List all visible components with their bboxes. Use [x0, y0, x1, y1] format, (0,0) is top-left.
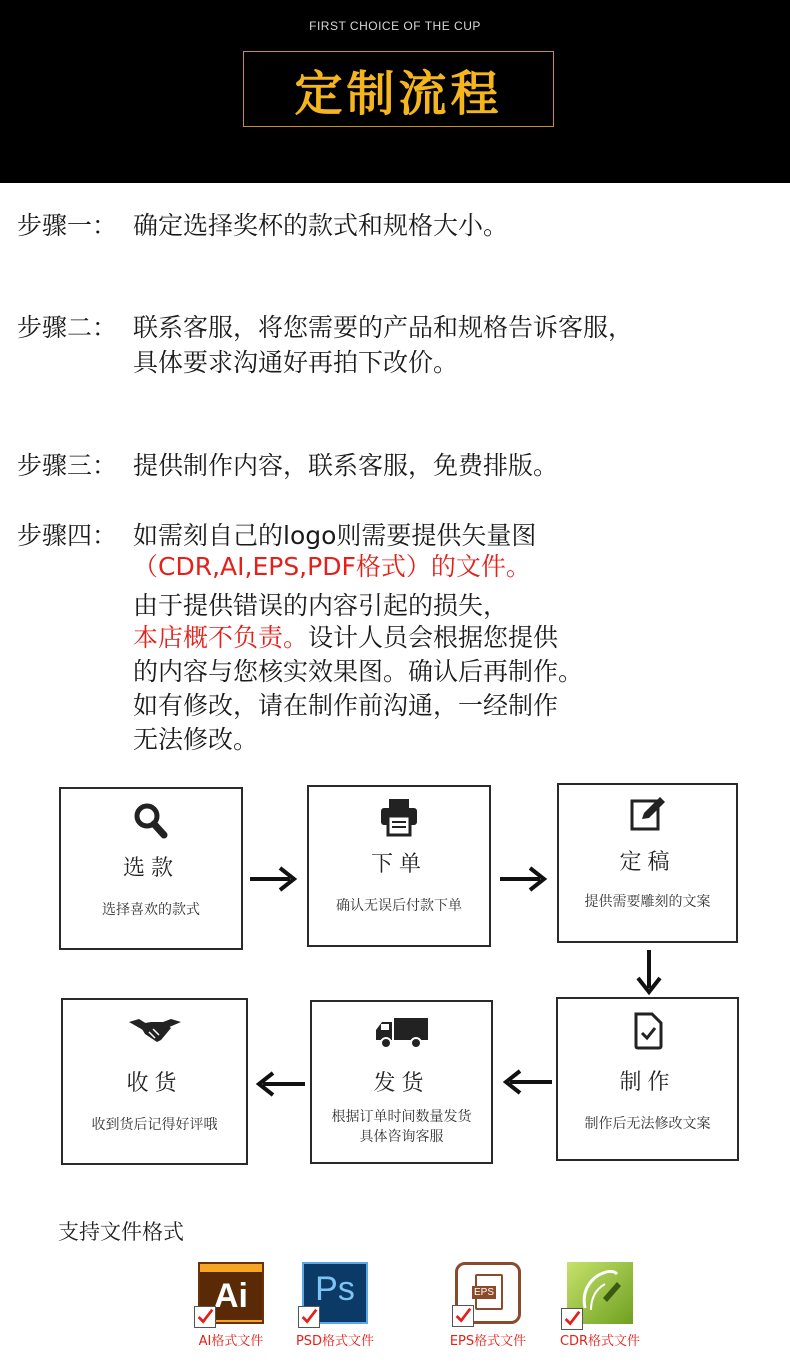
- flow-title: 收货: [126, 1071, 183, 1096]
- arrow-left-icon: [500, 1067, 554, 1097]
- document-check-icon: [630, 1011, 666, 1051]
- checkbox-checked-icon: [561, 1308, 583, 1330]
- step-text: 设计人员会根据您提供: [308, 623, 559, 652]
- handshake-icon: [127, 1016, 183, 1044]
- format-caption: EPS格式文件: [449, 1334, 527, 1349]
- flow-title: 定稿: [619, 850, 676, 875]
- flow-step-receive: [61, 998, 248, 1165]
- format-requirement-text: （CDR,AI,EPS,PDF格式）的文件。: [133, 552, 531, 581]
- flow-desc: 确认无误后付款下单: [336, 898, 462, 914]
- flow-desc-line: 具体咨询客服: [359, 1129, 444, 1145]
- format-ai: [186, 1262, 276, 1349]
- flow-desc: 提供需要雕刻的文案: [584, 894, 711, 910]
- flow-step-finalize: [557, 783, 738, 943]
- flow-title: 选款: [122, 856, 179, 881]
- flow-title: 制作: [619, 1070, 676, 1095]
- format-caption: AI格式文件: [198, 1334, 264, 1349]
- checkbox-checked-icon: [298, 1306, 320, 1328]
- step-text: 如有修改，请在制作前沟通，一经制作: [133, 691, 559, 720]
- flow-desc: 选择喜欢的款式: [102, 902, 200, 918]
- flow-step-order: [307, 785, 491, 947]
- format-caption: PSD格式文件: [295, 1334, 375, 1349]
- flow-step-ship: [310, 1000, 493, 1164]
- format-cdr: [552, 1262, 648, 1349]
- step-label: 步骤二：: [17, 313, 118, 342]
- flow-desc: 制作后无法修改文案: [584, 1116, 711, 1132]
- eps-logo: [455, 1262, 521, 1324]
- arrow-down-icon: [634, 948, 664, 996]
- step-text: 具体要求沟通好再拍下改价。: [133, 348, 459, 377]
- step-text: 无法修改。: [133, 725, 259, 754]
- step-text: 提供制作内容，联系客服，免费排版。: [133, 451, 559, 480]
- checkbox-checked-icon: [452, 1305, 474, 1327]
- truck-icon: [374, 1016, 430, 1050]
- logo-text: Ai: [200, 1272, 262, 1320]
- formats-title: 支持文件格式: [58, 1220, 184, 1244]
- flow-title: 下单: [370, 852, 427, 877]
- checkbox-checked-icon: [194, 1306, 216, 1328]
- page-title: 定制流程: [294, 65, 503, 122]
- flow-title: 发货: [373, 1071, 430, 1096]
- logo-text: EPS: [474, 1287, 495, 1298]
- step-text: 确定选择奖杯的款式和规格大小。: [133, 211, 509, 240]
- step-label: 步骤一：: [17, 211, 118, 240]
- format-eps: [442, 1262, 534, 1349]
- disclaimer-text: 本店概不负责。: [133, 623, 309, 652]
- step-label: 步骤四：: [17, 521, 118, 550]
- header-banner: [0, 0, 790, 183]
- search-icon: [131, 801, 171, 841]
- ai-logo: [198, 1262, 264, 1324]
- step-text-line: [133, 620, 558, 655]
- title-frame: [243, 51, 554, 127]
- step-text: 由于提供错误的内容引起的损失，: [133, 591, 509, 620]
- printer-icon: [378, 797, 420, 837]
- logo-text: Ps: [315, 1270, 355, 1308]
- cdr-logo: [567, 1262, 633, 1324]
- step-label: 步骤三：: [17, 451, 118, 480]
- edit-icon: [628, 793, 668, 833]
- format-caption: CDR格式文件: [559, 1334, 641, 1349]
- flow-step-produce: [556, 997, 739, 1161]
- flow-step-select: [59, 787, 243, 950]
- coreldraw-icon: [577, 1268, 623, 1318]
- step-text: 联系客服，将您需要的产品和规格告诉客服，: [133, 313, 634, 342]
- flow-desc-line: 根据订单时间数量发货: [331, 1109, 472, 1125]
- step-text: 如需刻自己的logo则需要提供矢量图: [133, 521, 537, 550]
- header-subtitle: FIRST CHOICE OF THE CUP: [309, 19, 481, 33]
- arrow-left-icon: [253, 1069, 307, 1099]
- step-text: 的内容与您核实效果图。确认后再制作。: [133, 657, 584, 686]
- arrow-right-icon: [498, 864, 550, 894]
- format-psd: [287, 1262, 383, 1349]
- flow-desc: 收到货后记得好评哦: [91, 1117, 218, 1133]
- ps-logo: [302, 1262, 368, 1324]
- arrow-right-icon: [248, 864, 300, 894]
